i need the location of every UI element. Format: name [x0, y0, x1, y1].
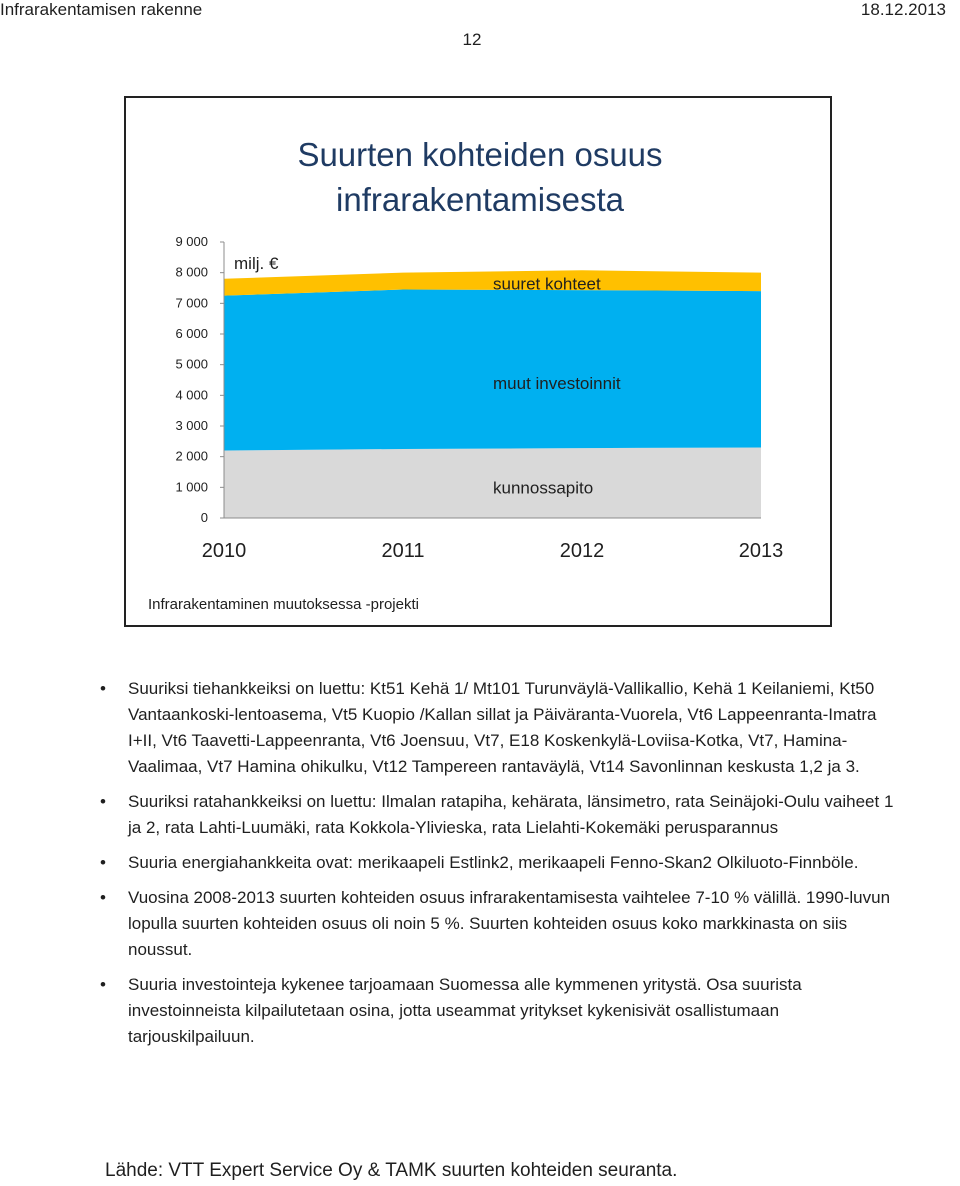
unit-label: milj. €	[234, 254, 279, 273]
x-tick-label: 2013	[738, 540, 784, 562]
y-tick-label: 1 000	[175, 479, 208, 495]
y-tick-label: 7 000	[175, 295, 208, 311]
bullet-item: • Suuria energiahankkeita ovat: merikaapeli Estlink2, merikaapeli Fenno-Skan2 Olkiluoto-Finnböle.	[100, 850, 900, 876]
y-tick-label: 3 000	[175, 418, 208, 433]
stacked-area-chart	[126, 98, 830, 625]
document-header-date: 18.12.2013	[860, 0, 946, 19]
bullet-item: • Suuria investointeja kykenee tarjoamaan Suomessa alle kymmenen yritystä. Osa suurista investoinneista kilpailutetaan osina, jotta useammat yritykset kykenisivät osallistumaan tarjouskilpailuun.	[100, 972, 900, 1050]
slide-figure	[124, 96, 832, 627]
source-note: Lähde: VTT Expert Service Oy & TAMK suurten kohteiden seuranta.	[105, 1160, 678, 1181]
y-tick-label: 6 000	[175, 326, 208, 341]
area-series-2	[224, 290, 761, 451]
series-label: muut investoinnit	[493, 374, 621, 394]
slide-title-line-1: Suurten kohteiden osuus	[297, 136, 663, 173]
x-tick-label: 2010	[201, 540, 247, 562]
y-tick-label: 0	[200, 510, 208, 525]
x-tick-label: 2012	[559, 540, 605, 562]
document-header-title: Infrarakentamisen rakenne	[0, 0, 203, 19]
x-tick-label: 2011	[381, 540, 425, 562]
slide-footer: Infrarakentaminen muutoksessa -projekti	[148, 596, 419, 613]
series-label: kunnossapito	[493, 478, 594, 498]
bullet-item: • Suuriksi tiehankkeiksi on luettu: Kt51 Kehä 1/ Mt101 Turunväylä-Vallikallio, Kehä 1 Keilaniemi, Kt50 Vantaankoski-lentoasema, Vt5 Kuopio /Kallan sillat ja Päiväranta-Vuorela, Vt6 Lappeenranta-Imatra I+II, Vt6 Taavetti-Lappeenranta, Vt6 Joensuu, Vt7, E18 Koskenkylä-Loviisa-Kotka, Vt7, Hamina-Vaalimaa, Vt7 Hamina ohikulku, Vt12 Tampereen rantaväylä, Vt14 Savonlinnan keskusta 1,2 ja 3.	[100, 676, 900, 780]
bullet-item: • Vuosina 2008-2013 suurten kohteiden osuus infrarakentamisesta vaihtelee 7-10 % välillä. 1990-luvun lopulla suurten kohteiden osuus oli noin 5 %. Suurten kohteiden osuus koko markkinasta on siis noussut.	[100, 885, 900, 963]
series-label: suuret kohteet	[493, 274, 601, 294]
y-tick-label: 9 000	[175, 234, 208, 249]
y-tick-label: 4 000	[175, 387, 208, 403]
slide-title-line-2: infrarakentamisesta	[336, 181, 624, 218]
y-tick-label: 8 000	[175, 264, 208, 280]
bullet-item: • Suuriksi ratahankkeiksi on luettu: Ilmalan ratapiha, kehärata, länsimetro, rata Seinäjoki-Oulu vaiheet 1 ja 2, rata Lahti-Luumäki, rata Kokkola-Ylivieska, rata Lielahti-Kokemäki perusparannus	[100, 789, 900, 841]
page-number: 12	[462, 30, 482, 49]
y-tick-label: 5 000	[175, 356, 208, 372]
y-tick-label: 2 000	[175, 448, 208, 464]
bullet-list	[100, 676, 900, 1059]
